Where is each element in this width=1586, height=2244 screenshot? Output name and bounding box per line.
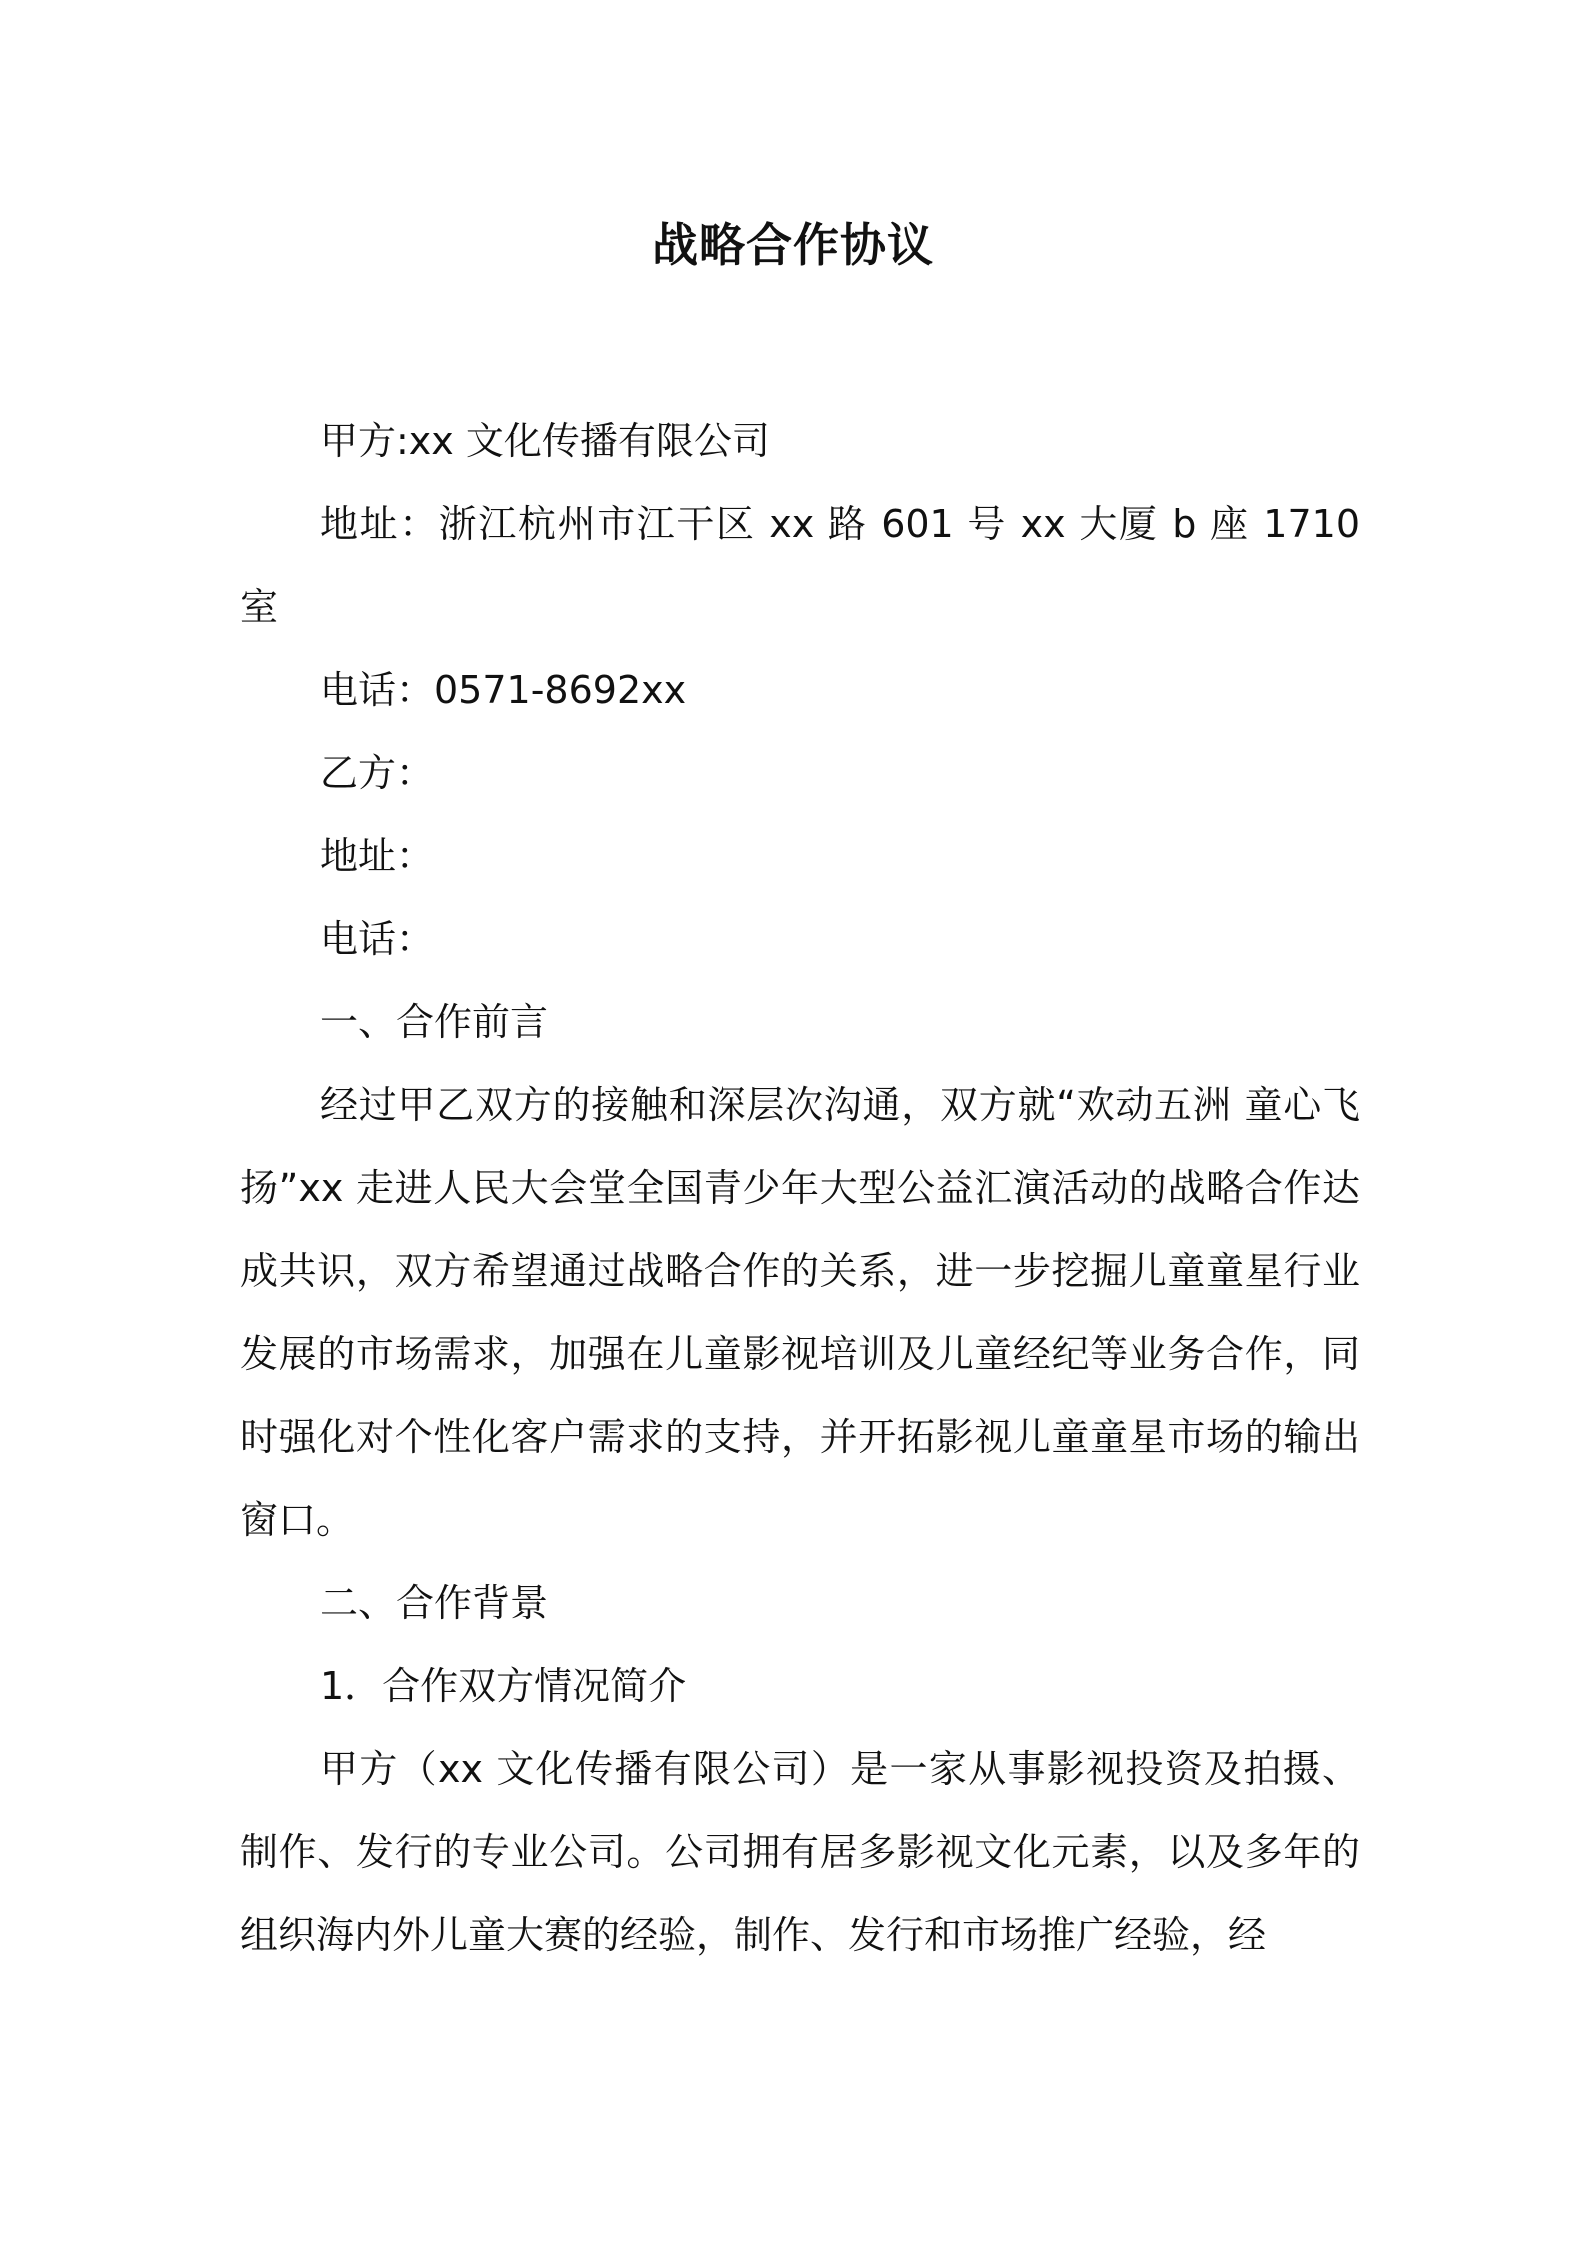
party-b-name: 乙方： [320,751,435,795]
subsection-heading-parties: 1．合作双方情况简介 [320,1664,687,1708]
preface-paragraph: 经过甲乙双方的接触和深层次沟通，双方就“欢动五洲 童心飞扬”xx 走进人民大会堂全国青少年大型公益汇演活动的战略合作达成共识，双方希望通过战略合作的关系，进一步挖掘儿童童星行业发展的市场需求，加强在儿童影视培训及儿童经纪等业务合作，同时强化对个性化客户需求的支持，并开拓影视儿童童星市场的输出窗口。 [240,1083,1360,1542]
party-a-intro-paragraph: 甲方（xx 文化传播有限公司）是一家从事影视投资及拍摄、制作、发行的专业公司。公司拥有居多影视文化元素，以及多年的组织海内外儿童大赛的经验，制作、发行和市场推广经验，经 [240,1747,1360,1957]
section-heading-preface: 一、合作前言 [320,1000,549,1044]
party-a-phone: 电话：0571-8692xx [320,668,687,712]
party-a-name: 甲方:xx 文化传播有限公司 [320,419,770,463]
party-b-phone: 电话： [320,917,435,961]
party-b-address: 地址： [320,834,435,878]
document-body [240,400,1360,1977]
document-title: 战略合作协议 [652,218,934,272]
party-a-address: 地址：浙江杭州市江干区 xx 路 601 号 xx 大厦 b 座 1710 室 [240,502,1360,629]
section-heading-background: 二、合作背景 [320,1581,549,1625]
